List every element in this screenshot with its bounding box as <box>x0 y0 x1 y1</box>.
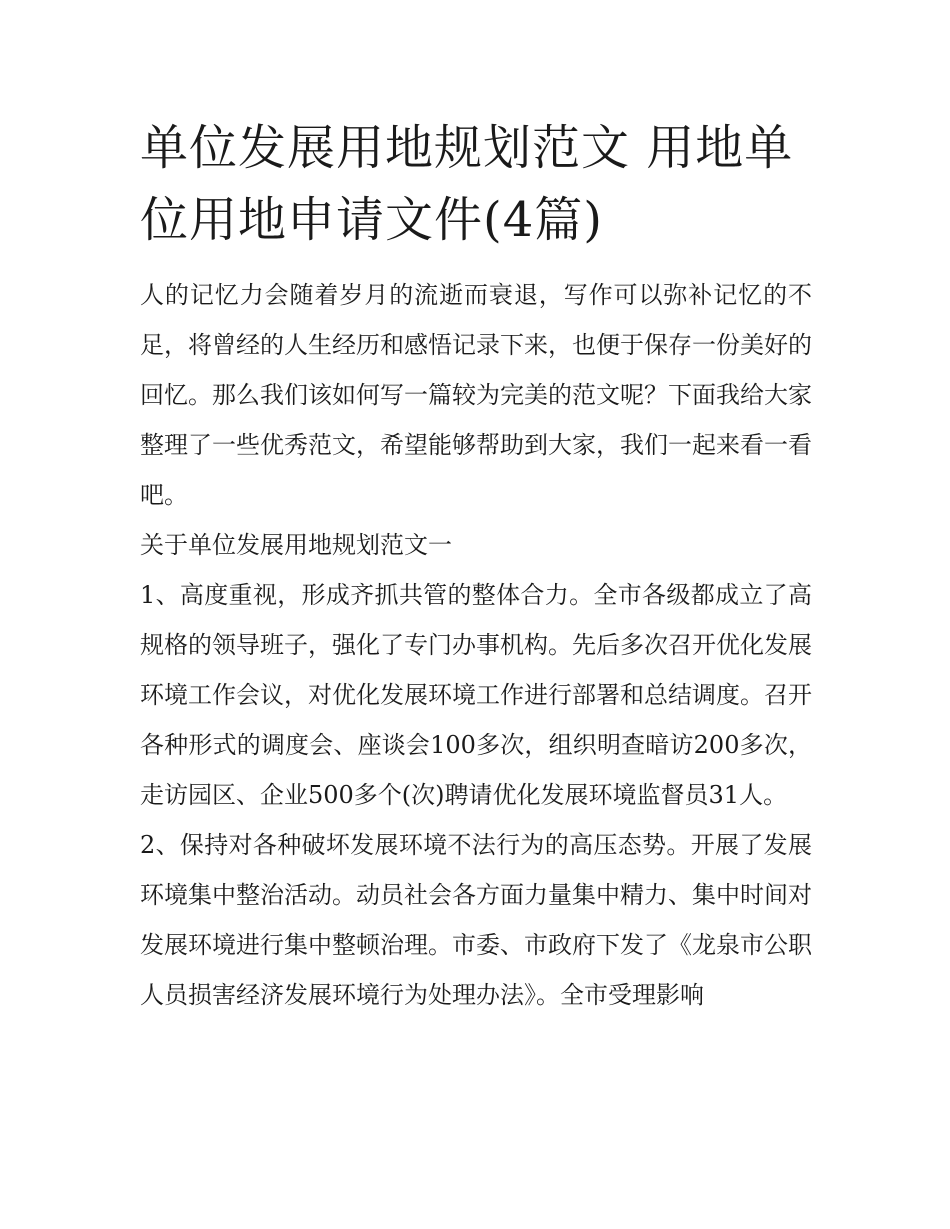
body-paragraph-2: 2、保持对各种破坏发展环境不法行为的高压态势。开展了发展环境集中整治活动。动员社会各方面力量集中精力、集中时间对发展环境进行集中整顿治理。市委、市政府下发了《龙泉市公职人员损害经济发展环境行为处理办法》。全市受理影响 <box>140 831 812 1009</box>
document-title: 单位发展用地规划范文 用地单位用地申请文件(4篇) <box>140 120 794 248</box>
document-page <box>140 110 812 1020</box>
intro-paragraph: 人的记忆力会随着岁月的流逝而衰退，写作可以弥补记忆的不足，将曾经的人生经历和感悟记录下来，也便于保存一份美好的回忆。那么我们该如何写一篇较为完美的范文呢？下面我给大家整理了一些优秀范文，希望能够帮助到大家，我们一起来看一看吧。 <box>140 281 812 509</box>
section-heading: 关于单位发展用地规划范文一 <box>140 531 452 559</box>
body-paragraph-1: 1、高度重视，形成齐抓共管的整体合力。全市各级都成立了高规格的领导班子，强化了专门办事机构。先后多次召开优化发展环境工作会议，对优化发展环境工作进行部署和总结调度。召开各种形式的调度会、座谈会100多次，组织明查暗访200多次，走访园区、企业500多个(次)聘请优化发展环境监督员31人。 <box>140 581 812 809</box>
